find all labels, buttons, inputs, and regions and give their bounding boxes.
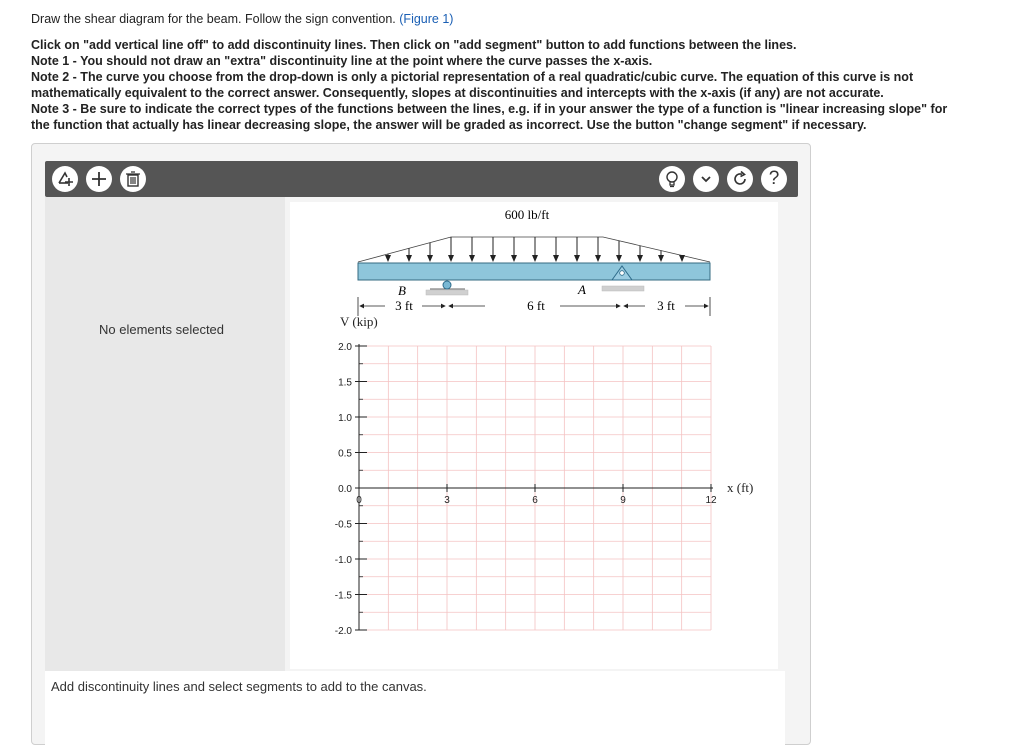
question-intro <box>31 12 453 26</box>
add-vertical-line-icon[interactable] <box>52 166 78 192</box>
help-icon[interactable] <box>761 166 787 192</box>
dimension-lines <box>358 297 710 316</box>
load-arrow-head <box>511 255 517 262</box>
load-arrow-head <box>553 255 559 262</box>
instruction-line: Note 3 - Be sure to indicate the correct types of the functions between the lines, e.g. if in your answer the type of a function is "linear increasing slope" for <box>31 102 948 116</box>
diagram-canvas[interactable] <box>290 202 778 669</box>
add-segment-icon[interactable] <box>86 166 112 192</box>
support-b-label: B <box>398 283 406 298</box>
support-b <box>398 281 468 298</box>
dim-label-1: 3 ft <box>395 298 413 313</box>
load-arrow-head <box>490 255 496 262</box>
load-arrow-head <box>448 255 454 262</box>
x-axis-title: x (ft) <box>727 480 754 495</box>
y-tick-label: 1.0 <box>338 413 352 424</box>
x-tick-label: 3 <box>444 495 450 506</box>
beam-figure <box>358 207 710 316</box>
instruction-line: mathematically equivalent to the correct answer. Consequently, slopes at discontinuities and intercepts with the x-axis (if any) are not accurate. <box>31 86 884 100</box>
load-arrows <box>385 237 685 262</box>
x-tick-label: 6 <box>532 495 538 506</box>
load-arrow-head <box>616 255 622 262</box>
properties-panel <box>45 197 285 671</box>
chevron-down-icon[interactable] <box>693 166 719 192</box>
load-arrow-head <box>679 255 685 262</box>
shear-diagram-svg[interactable] <box>290 202 778 669</box>
x-tick-label: 9 <box>620 495 626 506</box>
dim-label-3: 3 ft <box>657 298 675 313</box>
beam-body <box>358 263 710 280</box>
no-selection-text: No elements selected <box>99 322 225 337</box>
trash-icon[interactable] <box>120 166 146 192</box>
y-tick-label: 0.5 <box>338 448 352 460</box>
toolbar <box>45 161 798 197</box>
load-arrow-head <box>469 255 475 262</box>
instruction-line: the function that actually has linear decreasing slope, the answer will be graded as incorrect. Use the button "change segment" if necessary. <box>31 118 867 132</box>
y-tick-label: 0.0 <box>338 484 352 495</box>
load-arrow-head <box>658 255 664 262</box>
question-intro-text: Draw the shear diagram for the beam. Follow the sign convention. <box>31 12 396 26</box>
help-glyph: ? <box>768 168 780 189</box>
y-tick-label: 2.0 <box>338 342 352 353</box>
figure-link[interactable]: (Figure 1) <box>399 12 454 26</box>
load-arrow-head <box>574 255 580 262</box>
shear-chart[interactable] <box>335 314 754 637</box>
y-tick-label: -1.0 <box>334 555 352 566</box>
instruction-line: Note 2 - The curve you choose from the drop-down is only a pictorial representation of a real quadratic/cubic curve. The equation of this curve is not <box>31 70 914 84</box>
load-arrow-head <box>637 255 643 262</box>
load-arrow-head <box>532 255 538 262</box>
load-arrow-head <box>595 255 601 262</box>
dim-label-2: 6 ft <box>527 298 545 313</box>
support-a-label: A <box>578 282 586 297</box>
status-panel <box>45 671 785 751</box>
y-tick-label: -1.5 <box>334 590 352 602</box>
y-axis-title: V (kip) <box>340 314 378 329</box>
status-text: Add discontinuity lines and select segments to add to the canvas. <box>51 679 427 694</box>
y-tick-label: -0.5 <box>334 519 352 531</box>
y-tick-label: 1.5 <box>338 377 352 389</box>
load-arrow-head <box>385 255 391 262</box>
lightbulb-icon[interactable] <box>659 166 685 192</box>
load-label: 600 lb/ft <box>504 207 550 222</box>
x-tick-label: 12 <box>705 495 717 506</box>
instruction-line: Click on "add vertical line off" to add discontinuity lines. Then click on "add segment" button to add functions between the lines. <box>31 38 797 52</box>
reset-icon[interactable] <box>727 166 753 192</box>
x-tick-label: 0 <box>356 495 362 506</box>
load-arrow-head <box>427 255 433 262</box>
instruction-line: Note 1 - You should not draw an "extra" discontinuity line at the point where the curve passes the x-axis. <box>31 54 653 68</box>
drawing-tool <box>31 143 811 745</box>
load-arrow-head <box>406 255 412 262</box>
y-tick-label: -2.0 <box>334 626 352 637</box>
